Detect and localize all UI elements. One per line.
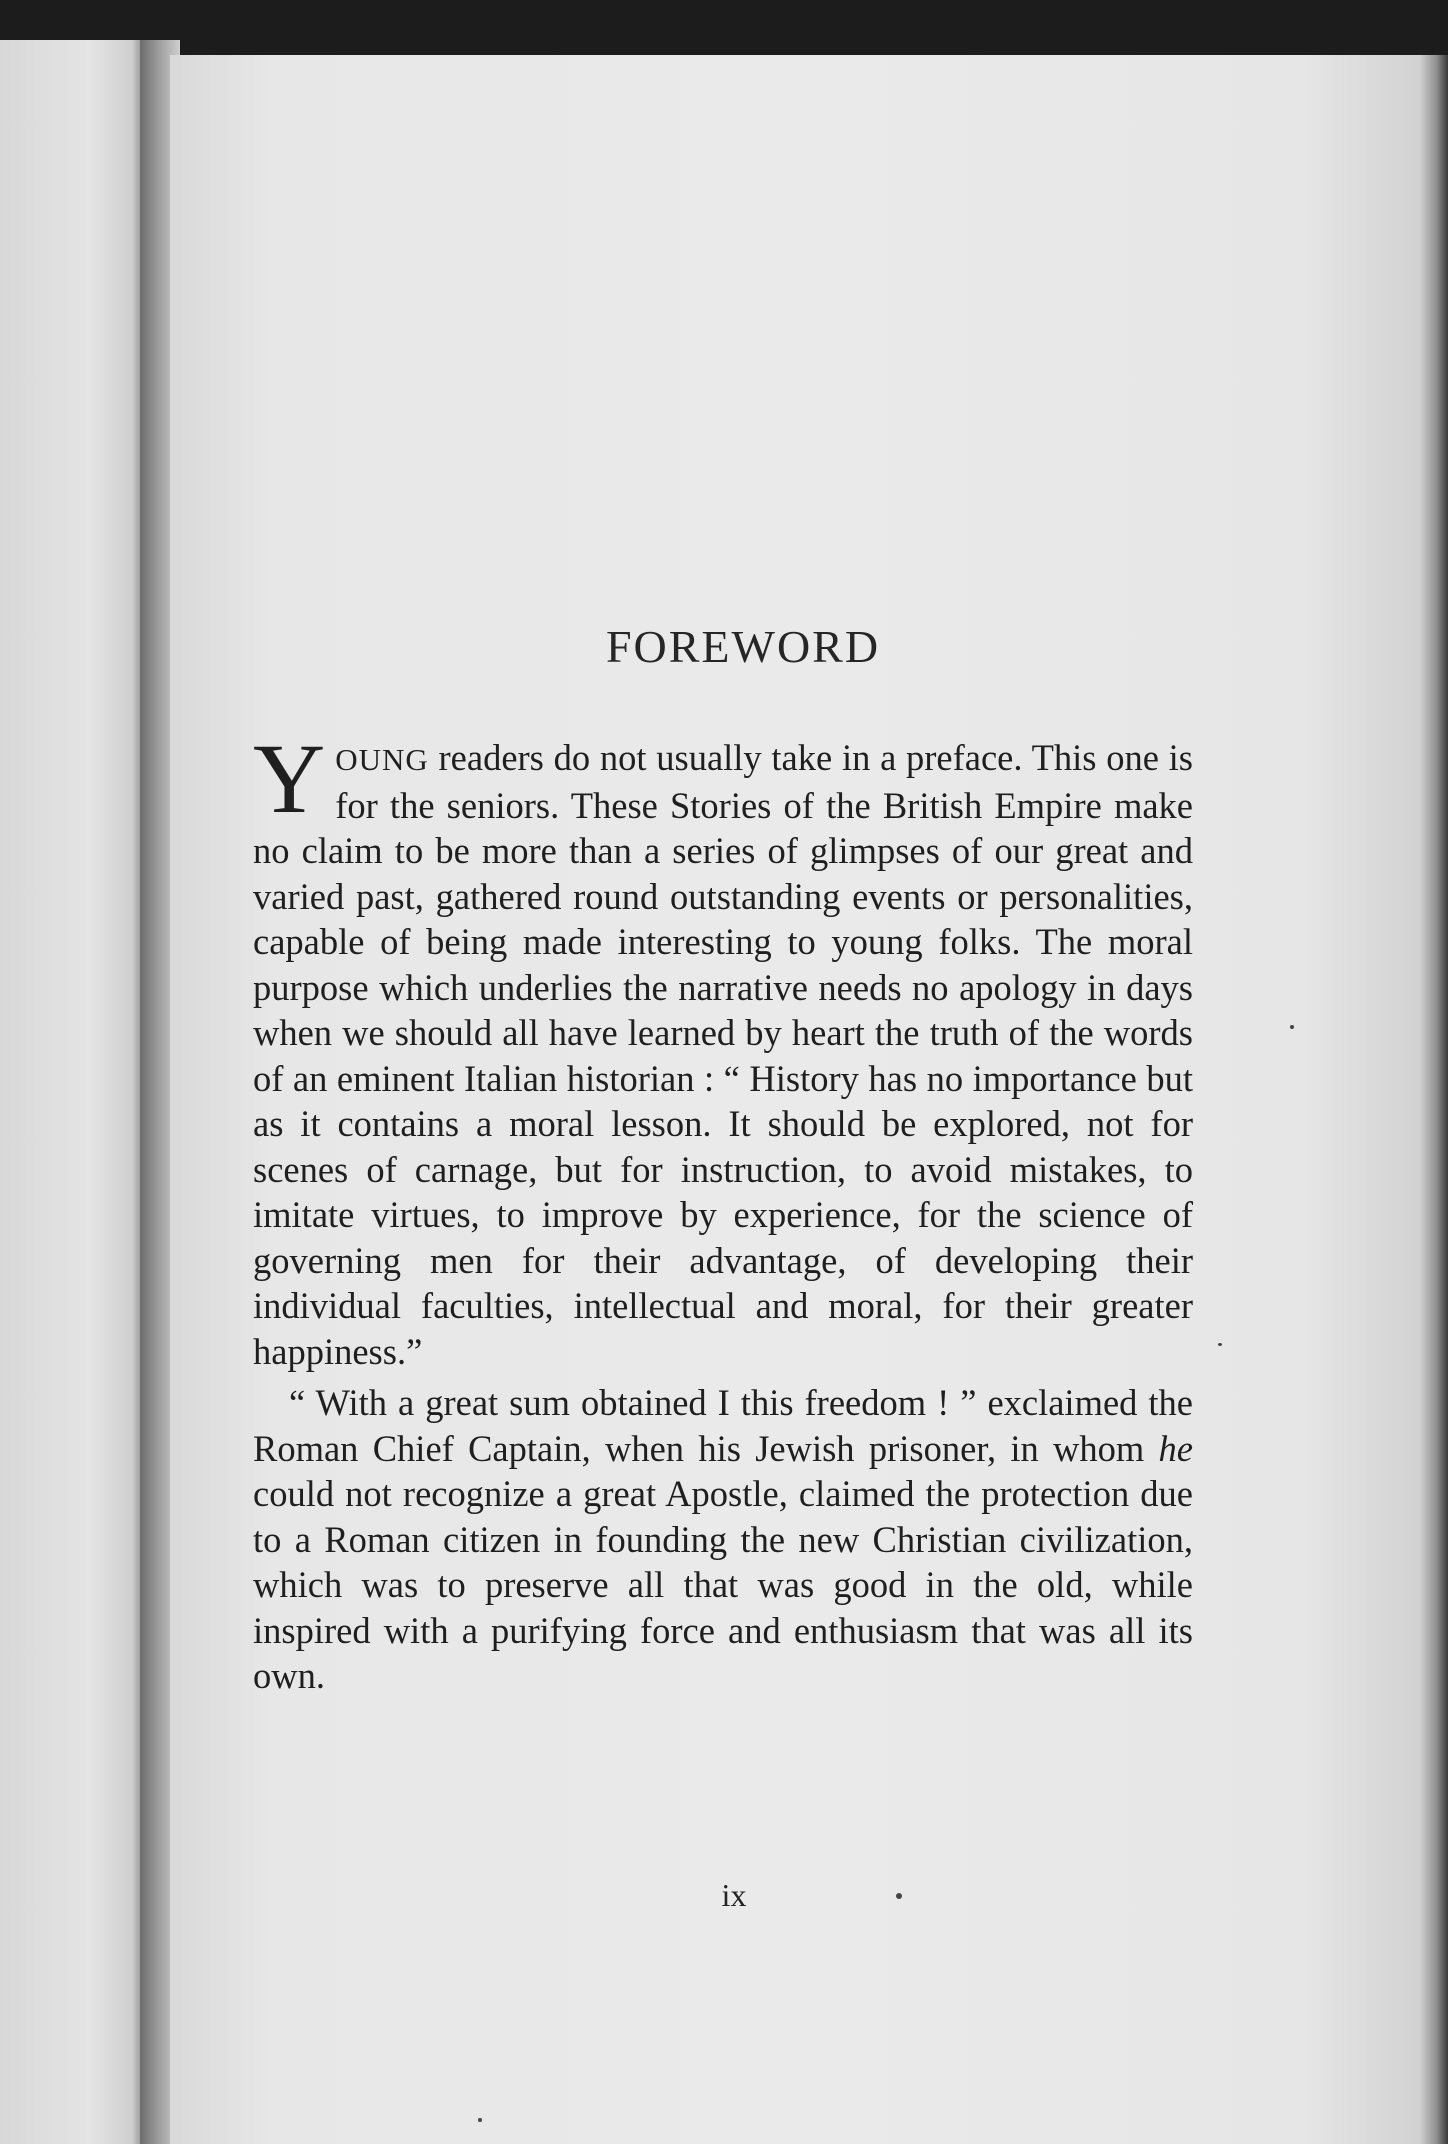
foreword-paragraph-1 bbox=[253, 723, 1193, 1374]
small-caps-opening: OUNG bbox=[335, 742, 429, 777]
dust-speck bbox=[1218, 1343, 1222, 1346]
drop-cap: Y bbox=[253, 723, 326, 834]
page-edge-shadow bbox=[1420, 55, 1448, 2144]
paragraph-2-text-end: could not recognize a great Apostle, claimed the protection due to a Roman citizen in founding the new Christian civilization, which was to preserve all that was good in the old, while inspired with a purifying force and enthusiasm that was all its own. bbox=[253, 1473, 1193, 1696]
foreword-text-block bbox=[253, 620, 1193, 1699]
dust-speck bbox=[478, 2118, 482, 2122]
paragraph-1-text: readers do not usually take in a preface. This one is for the seniors. These Stories of the British Empire make no claim to be more than a series of glimpses of our great and varied past, gathered round outstanding events or personalities, capable of being made interesting to young folks. The moral purpose which underlies the narrative needs no apology in days when we should all have learned by heart the truth of the words of an eminent Italian historian : “ History has no importance but as it contains a moral lesson. It should be explored, not for scenes of carnage, but for instruction, to avoid mistakes, to imitate virtues, to improve by experience, for the science of governing men for their advantage, of developing their individual faculties, intellectual and moral, for their greater happiness.” bbox=[253, 737, 1193, 1372]
paragraph-2-text-start: “ With a great sum obtained I this freedom ! ” exclaimed the Roman Chief Captain, when his Jewish prisoner, in whom bbox=[253, 1382, 1193, 1469]
left-facing-page bbox=[0, 40, 150, 2144]
page-number: ix bbox=[721, 1877, 747, 1913]
dust-speck bbox=[896, 1893, 902, 1899]
dust-speck bbox=[1290, 1025, 1294, 1029]
page-title: FOREWORD bbox=[605, 621, 881, 672]
italic-emphasis: he bbox=[1158, 1427, 1193, 1469]
foreword-paragraph-2 bbox=[253, 1380, 1193, 1699]
